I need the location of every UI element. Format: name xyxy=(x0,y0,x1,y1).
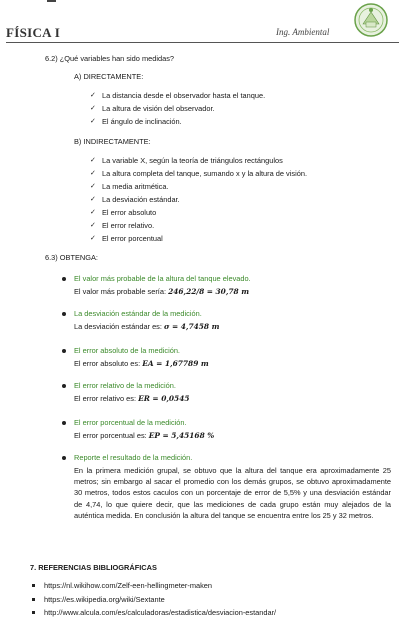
references-heading: 7. REFERENCIAS BIBLIOGRÁFICAS xyxy=(30,563,157,572)
result-label: El error relativo es: xyxy=(74,394,139,403)
direct-item: ✓ El ángulo de inclinación. xyxy=(102,117,182,128)
result-label: El valor más probable sería: xyxy=(74,287,169,296)
obtain-item-result xyxy=(74,394,189,405)
obtain-item-result xyxy=(74,359,209,370)
result-label: La desviación estándar es: xyxy=(74,322,164,331)
indirect-heading: B) INDIRECTAMENTE: xyxy=(74,137,151,146)
direct-heading: A) DIRECTAMENTE: xyxy=(74,72,144,81)
result-value: EA = 1,67789 m xyxy=(142,359,209,368)
result-value: ER = 0,0545 xyxy=(138,394,190,403)
result-value: EP = 5,45168 % xyxy=(148,431,215,440)
direct-item: ✓ La distancia desde el observador hasta el tanque. xyxy=(102,91,265,102)
result-label: El error absoluto es: xyxy=(74,359,143,368)
page-subtitle: Ing. Ambiental xyxy=(276,27,330,37)
obtain-item-title: El error absoluto de la medición. xyxy=(74,346,180,355)
result-label: El error porcentual es: xyxy=(74,431,149,440)
obtain-item-result xyxy=(74,431,214,442)
obtain-item-title: El error porcentual de la medición. xyxy=(74,418,187,427)
indirect-item: ✓ La desviación estándar. xyxy=(102,195,180,206)
top-mark xyxy=(47,0,56,2)
indirect-item: ✓ La altura completa del tanque, sumando x y la altura de visión. xyxy=(102,169,307,180)
obtain-item-title: Reporte el resultado de la medición. xyxy=(74,453,193,462)
result-value: 246,22/8 = 30,78 m xyxy=(168,287,250,296)
indirect-item: ✓ La media aritmética. xyxy=(102,182,169,193)
obtain-item-title: El valor más probable de la altura del tanque elevado. xyxy=(74,274,251,283)
question-heading: 6.2) ¿Qué variables han sido medidas? xyxy=(45,54,174,63)
direct-item: ✓ La altura de visión del observador. xyxy=(102,104,215,115)
indirect-item: ✓ El error relativo. xyxy=(102,221,154,232)
indirect-item: ✓ La variable X, según la teoría de triángulos rectángulos xyxy=(102,156,283,167)
page-header xyxy=(6,22,399,42)
obtain-item-result xyxy=(74,322,219,333)
result-paragraph: En la primera medición grupal, se obtuvo que la altura del tanque era aproximadamente 25 metros; sin embargo al sacar el promedio con los demás grupos, se obtuvo aproximadamente 30 metros, todos estos caculos con un porcentaje de error de 5,5% y una desviación estándar de 4,74, lo que quiere decir, que las mediciones de cada grupo están muy alejados de la auténtica medida. En conclusión la altura del tanque se encuentra entre los 25 y 32 metros. xyxy=(74,466,391,520)
indirect-item: ✓ El error absoluto xyxy=(102,208,156,219)
result-value: σ = 4,7458 m xyxy=(163,322,220,331)
obtain-item-title: La desviación estándar de la medición. xyxy=(74,309,202,318)
page-title: FÍSICA I xyxy=(6,25,61,40)
obtain-item-title: El error relativo de la medición. xyxy=(74,381,176,390)
reference-link[interactable]: https://nl.wikihow.com/Zelf-een-hellingmeter-maken xyxy=(44,581,212,590)
reference-link[interactable]: http://www.alcula.com/es/calculadoras/estadistica/desviacion-estandar/ xyxy=(44,608,277,617)
header-rule xyxy=(6,42,399,43)
reference-link[interactable]: https://es.wikipedia.org/wiki/Sextante xyxy=(44,595,165,604)
indirect-item: ✓ El error porcentual xyxy=(102,234,163,245)
university-seal-logo xyxy=(349,2,393,38)
obtain-item-result xyxy=(74,287,249,298)
obtain-heading: 6.3) OBTENGA: xyxy=(45,253,98,262)
